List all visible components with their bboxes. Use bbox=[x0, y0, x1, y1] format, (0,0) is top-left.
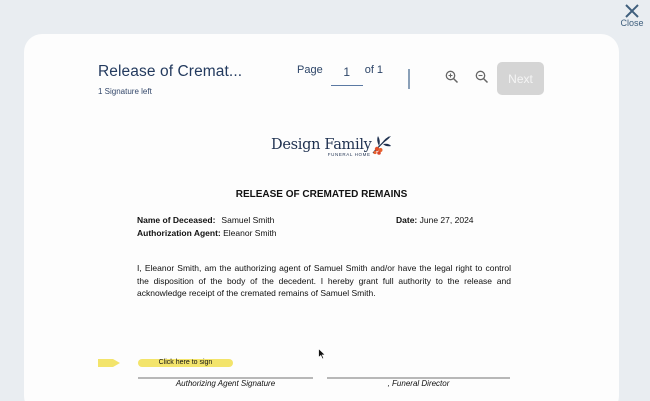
date-label: Date: bbox=[396, 215, 418, 225]
date-value: June 27, 2024 bbox=[419, 215, 474, 225]
deceased-label: Name of Deceased: bbox=[137, 215, 216, 225]
agent-signature-caption: Authorizing Agent Signature bbox=[175, 379, 276, 388]
zoom-out-icon bbox=[475, 70, 489, 84]
close-label: Close bbox=[620, 18, 644, 28]
logo-subtitle: FUNERAL HOME bbox=[327, 152, 371, 157]
sign-here-arrow-icon bbox=[98, 359, 120, 367]
toolbar-divider bbox=[408, 69, 410, 89]
funeral-home-logo bbox=[271, 137, 392, 157]
document-viewer-card bbox=[24, 34, 619, 401]
next-button[interactable]: Next bbox=[497, 62, 544, 95]
form-title: RELEASE OF CREMATED REMAINS bbox=[235, 189, 408, 200]
zoom-in-button[interactable] bbox=[445, 70, 459, 84]
zoom-in-icon bbox=[445, 70, 459, 84]
berry-branch-icon bbox=[370, 134, 392, 156]
agent-field bbox=[137, 228, 277, 238]
deceased-field bbox=[137, 215, 274, 225]
authorization-paragraph: I, Eleanor Smith, am the authorizing agent of Samuel Smith and/or have the legal right to control the disposition of the body of the decedent. I hereby grant full authority to the release and acknowledge receipt of the cremated remains of Samuel Smith. bbox=[137, 263, 511, 298]
date-field bbox=[396, 215, 474, 225]
logo-name: Design Family bbox=[271, 137, 372, 153]
zoom-out-button[interactable] bbox=[475, 70, 489, 84]
director-signature-caption: , Funeral Director bbox=[387, 379, 450, 388]
page-total: of 1 bbox=[364, 64, 384, 76]
click-to-sign-button[interactable]: Click here to sign bbox=[138, 359, 233, 367]
mouse-cursor-icon bbox=[318, 348, 326, 360]
agent-label: Authorization Agent: bbox=[137, 228, 221, 238]
deceased-value: Samuel Smith bbox=[221, 215, 275, 225]
page-number-input[interactable] bbox=[331, 62, 363, 86]
signatures-left-count: 1 Signature left bbox=[98, 87, 152, 96]
page-label: Page bbox=[297, 64, 323, 76]
document-title: Release of Cremat... bbox=[98, 63, 243, 80]
agent-value: Eleanor Smith bbox=[223, 228, 277, 238]
close-icon bbox=[625, 4, 639, 18]
close-button[interactable] bbox=[619, 4, 645, 30]
page-navigator bbox=[297, 62, 383, 88]
